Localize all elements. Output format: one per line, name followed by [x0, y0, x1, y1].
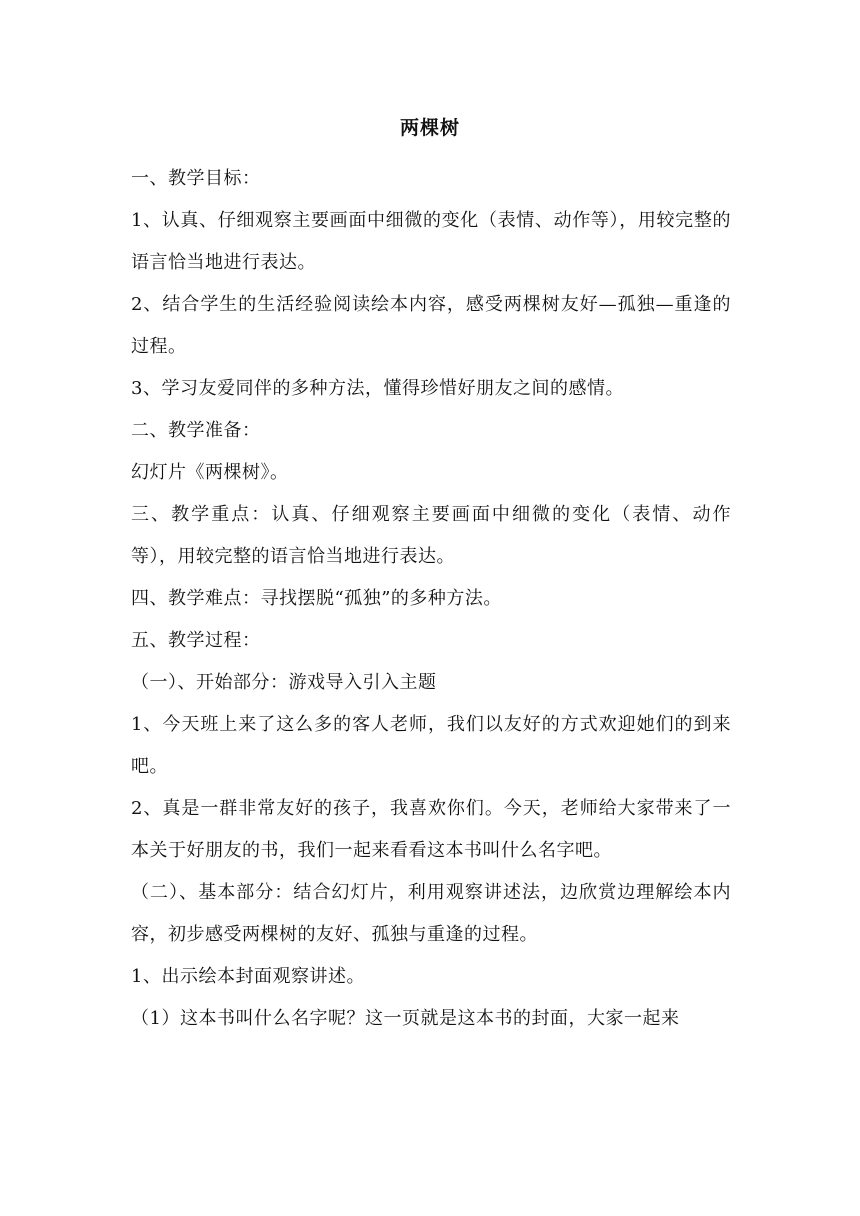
section-heading-objectives: 一、教学目标： — [131, 168, 261, 189]
process-subitem: （1）这本书叫什么名字呢？这一页就是这本书的封面，大家一起来 — [131, 1008, 680, 1029]
document-body — [131, 158, 731, 1040]
section-difficulties: 四、教学难点：寻找摆脱“孤独”的多种方法。 — [131, 588, 502, 609]
objective-item: 2、结合学生的生活经验阅读绘本内容，感受两棵树友好—孤独—重逢的过程。 — [131, 294, 731, 357]
objective-item: 3、学习友爱同伴的多种方法，懂得珍惜好朋友之间的感情。 — [131, 378, 624, 399]
objective-item: 1、认真、仔细观察主要画面中细微的变化（表情、动作等），用较完整的语言恰当地进行表达。 — [131, 210, 731, 273]
section-key-points: 三、教学重点：认真、仔细观察主要画面中细微的变化（表情、动作等），用较完整的语言恰当地进行表达。 — [131, 504, 731, 567]
section-heading-preparation: 二、教学准备： — [131, 420, 261, 441]
section-heading-process: 五、教学过程： — [131, 630, 261, 651]
document-title: 两棵树 — [399, 117, 460, 139]
subsection-heading-opening: （一）、开始部分：游戏导入引入主题 — [131, 672, 437, 693]
process-item: 1、出示绘本封面观察讲述。 — [131, 966, 365, 987]
subsection-heading-basic: （二）、基本部分：结合幻灯片，利用观察讲述法，边欣赏边理解绘本内容，初步感受两棵树的友好、孤独与重逢的过程。 — [131, 882, 731, 945]
preparation-text: 幻灯片《两棵树》。 — [131, 462, 289, 483]
process-item: 2、真是一群非常友好的孩子，我喜欢你们。今天，老师给大家带来了一本关于好朋友的书，我们一起来看看这本书叫什么名字吧。 — [131, 798, 731, 861]
process-item: 1、今天班上来了这么多的客人老师，我们以友好的方式欢迎她们的到来吧。 — [131, 714, 731, 777]
